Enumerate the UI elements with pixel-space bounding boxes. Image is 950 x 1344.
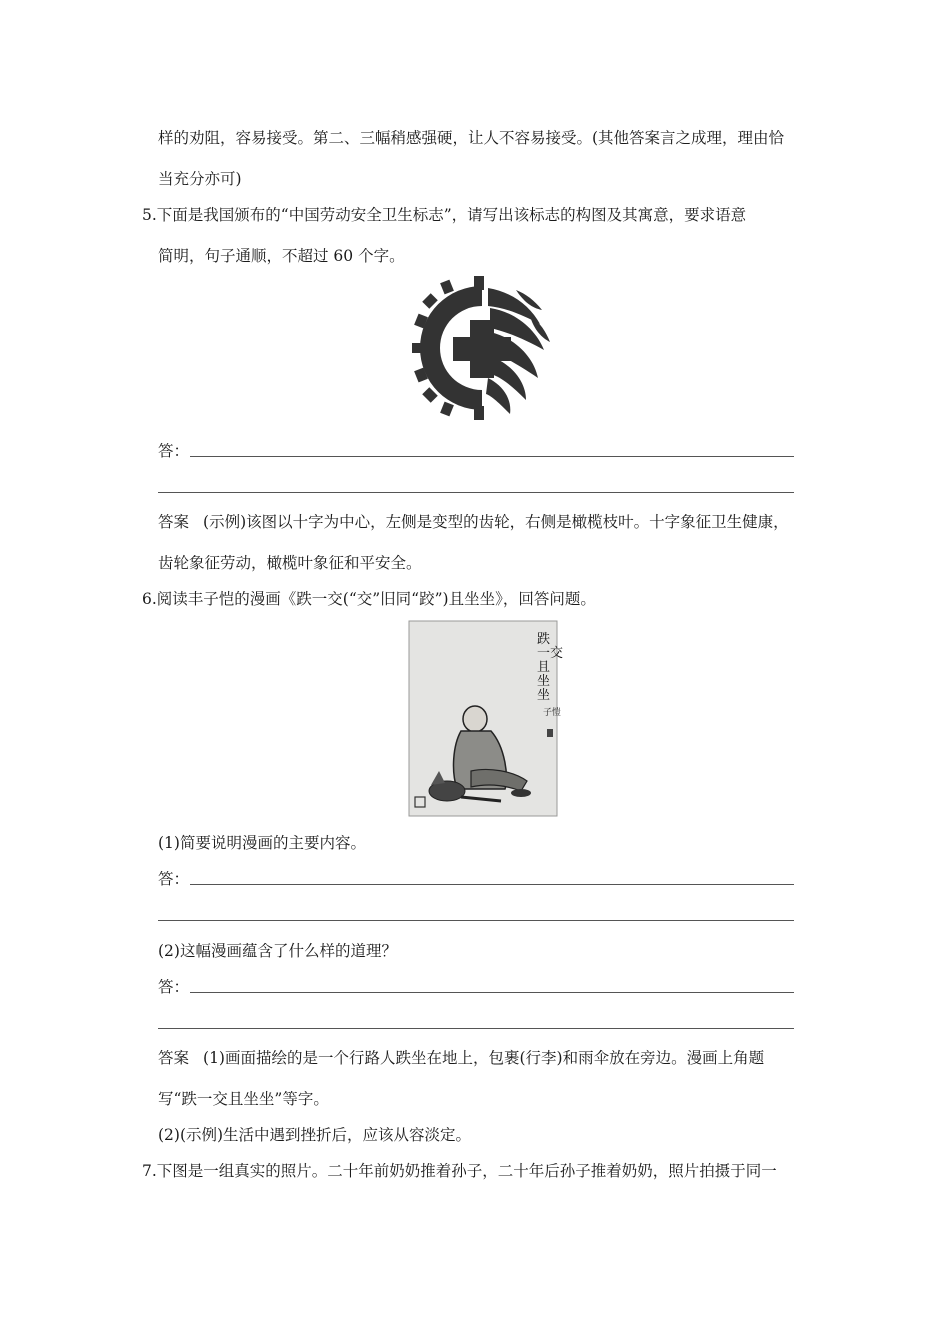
- answer-line: [158, 492, 794, 493]
- answer-text: (1)画面描绘的是一个行路人跌坐在地上，包裹(行李)和雨伞放在旁边。漫画上角题: [203, 1049, 765, 1067]
- question-5-line-2: 简明，句子通顺，不超过 60 个字。: [158, 247, 405, 265]
- answer-6-line-2: 写“跌一交且坐坐”等字。: [158, 1090, 329, 1108]
- question-5-line-1: 5.下面是我国颁布的“中国劳动安全卫生标志”，请写出该标志的构图及其寓意，要求语意: [142, 206, 747, 224]
- answer-6-line-3: (2)(示例)生活中遇到挫折后，应该从容淡定。: [158, 1126, 472, 1144]
- labor-safety-emblem: [412, 276, 552, 420]
- question-7: 7.下图是一组真实的照片。二十年前奶奶推着孙子，二十年后孙子推着奶奶，照片拍摄于同一: [142, 1162, 777, 1180]
- answer-prompt: 答：: [158, 978, 190, 996]
- cartoon-painting: [409, 621, 564, 816]
- painting-title-char: 坐: [537, 688, 551, 703]
- paragraph-line: 样的劝阻，容易接受。第二、三幅稍感强硬，让人不容易接受。(其他答案言之成理，理由恰: [158, 129, 785, 147]
- question-6: 6.阅读丰子恺的漫画《跌一交(“交”旧同“跤”)且坐坐》，回答问题。: [142, 590, 596, 608]
- painting-title-char: 跌: [537, 632, 551, 647]
- answer-prompt: 答：: [158, 870, 190, 888]
- answer-line: [158, 1028, 794, 1029]
- painting-title: [537, 631, 563, 703]
- answer-line: [190, 456, 794, 457]
- answer-text: (示例)该图以十字为中心，左侧是变型的齿轮，右侧是橄榄枝叶。十字象征卫生健康，: [203, 513, 789, 531]
- paragraph-line: 当充分亦可): [158, 170, 242, 188]
- answer-6-line-1: [158, 1048, 764, 1068]
- painting-title-char: 一交: [537, 646, 564, 661]
- answer-5-line-1: [158, 512, 789, 532]
- sub-question-6-1: (1)简要说明漫画的主要内容。: [158, 834, 366, 852]
- emblem-graphic: [412, 276, 552, 420]
- sub-question-6-2: (2)这幅漫画蕴含了什么样的道理？: [158, 942, 397, 960]
- answer-line: [158, 920, 794, 921]
- answer-label: 答案: [158, 1049, 190, 1067]
- painting-signature: 子愷: [543, 708, 562, 718]
- answer-prompt: 答：: [158, 442, 190, 460]
- answer-line: [190, 884, 794, 885]
- painting-graphic: [409, 621, 564, 816]
- answer-label: 答案: [158, 513, 190, 531]
- answer-line: [190, 992, 794, 993]
- painting-title-char: 坐: [537, 674, 551, 689]
- answer-5-line-2: 齿轮象征劳动，橄榄叶象征和平安全。: [158, 554, 422, 572]
- painting-title-char: 且: [537, 660, 551, 675]
